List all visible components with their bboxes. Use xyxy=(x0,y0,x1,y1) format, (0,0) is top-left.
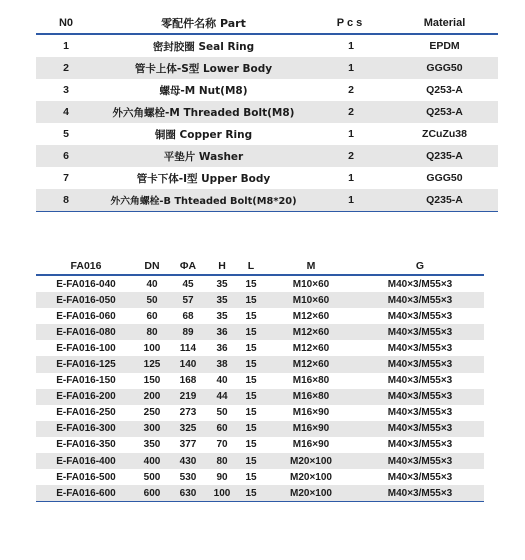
header-l: L xyxy=(247,260,255,272)
part-material: Q235-A xyxy=(426,150,463,162)
dim-phi-a: 114 xyxy=(179,342,197,354)
dim-model: E-FA016-050 xyxy=(56,294,116,306)
dim-h: 100 xyxy=(213,487,231,499)
part-name: 密封胶圈 Seal Ring xyxy=(152,40,255,53)
part-material: Q253-A xyxy=(426,106,463,118)
part-name: 平垫片 Washer xyxy=(163,150,244,163)
part-material: EPDM xyxy=(429,40,460,52)
dim-g: M40×3/M55×3 xyxy=(387,487,453,499)
parts-row xyxy=(36,145,498,167)
dims-row xyxy=(36,389,484,405)
dim-phi-a: 430 xyxy=(179,455,197,467)
dim-h: 70 xyxy=(216,439,228,451)
dim-g: M40×3/M55×3 xyxy=(387,439,453,451)
part-name: 螺母-M Nut(M8) xyxy=(159,84,248,97)
parts-row xyxy=(36,101,498,123)
header-dn: DN xyxy=(144,260,160,272)
dims-row xyxy=(36,356,484,372)
dim-dn: 100 xyxy=(143,342,161,354)
dim-l: 15 xyxy=(245,294,257,306)
dim-l: 15 xyxy=(245,310,257,322)
dim-m: M16×90 xyxy=(292,407,330,419)
part-no: 2 xyxy=(63,62,69,74)
part-no: 5 xyxy=(63,128,69,140)
dim-g: M40×3/M55×3 xyxy=(387,294,453,306)
dim-h: 38 xyxy=(216,359,228,371)
dim-l: 15 xyxy=(245,391,257,403)
part-pcs: 1 xyxy=(348,40,354,52)
dim-l: 15 xyxy=(245,359,257,371)
dim-h: 36 xyxy=(216,326,228,338)
dim-m: M12×60 xyxy=(292,342,330,354)
dims-table-header xyxy=(36,258,484,276)
dims-row xyxy=(36,437,484,453)
dim-h: 35 xyxy=(216,294,228,306)
dims-bottom-rule xyxy=(36,501,484,502)
dim-phi-a: 168 xyxy=(179,375,197,387)
part-name: 外六角螺栓-B Thteaded Bolt(M8*20) xyxy=(110,196,297,207)
dim-model: E-FA016-100 xyxy=(56,342,116,354)
dim-m: M16×80 xyxy=(292,375,330,387)
header-g: G xyxy=(415,260,425,272)
dim-h: 35 xyxy=(216,278,228,290)
header-material: Material xyxy=(423,17,466,29)
dim-h: 80 xyxy=(216,455,228,467)
dim-g: M40×3/M55×3 xyxy=(387,423,453,435)
dim-model: E-FA016-300 xyxy=(56,423,116,435)
parts-row xyxy=(36,79,498,101)
header-phi-a: ΦA xyxy=(179,260,197,272)
parts-table-header xyxy=(36,13,498,35)
part-no: 4 xyxy=(63,106,69,118)
dim-dn: 250 xyxy=(143,407,161,419)
dim-phi-a: 68 xyxy=(182,310,194,322)
dim-l: 15 xyxy=(245,326,257,338)
dim-l: 15 xyxy=(245,278,257,290)
dim-dn: 600 xyxy=(143,487,161,499)
parts-table xyxy=(36,13,498,212)
dim-l: 15 xyxy=(245,375,257,387)
dim-h: 40 xyxy=(216,375,228,387)
dim-model: E-FA016-500 xyxy=(56,471,116,483)
dim-dn: 50 xyxy=(146,294,158,306)
dim-l: 15 xyxy=(245,342,257,354)
dim-model: E-FA016-125 xyxy=(56,359,116,371)
dims-table-body xyxy=(36,276,484,501)
dim-phi-a: 219 xyxy=(179,391,197,403)
dim-g: M40×3/M55×3 xyxy=(387,391,453,403)
dim-h: 50 xyxy=(216,407,228,419)
part-material: ZCuZu38 xyxy=(422,128,467,140)
part-material: GGG50 xyxy=(426,172,463,184)
part-pcs: 1 xyxy=(348,194,354,206)
dim-g: M40×3/M55×3 xyxy=(387,455,453,467)
dims-row xyxy=(36,276,484,292)
dim-l: 15 xyxy=(245,455,257,467)
dim-model: E-FA016-080 xyxy=(56,326,116,338)
dim-model: E-FA016-040 xyxy=(56,278,116,290)
dim-g: M40×3/M55×3 xyxy=(387,407,453,419)
dims-row xyxy=(36,485,484,501)
part-no: 7 xyxy=(63,172,69,184)
dims-row xyxy=(36,421,484,437)
dim-g: M40×3/M55×3 xyxy=(387,359,453,371)
part-name: 管卡上体-S型 Lower Body xyxy=(134,62,273,75)
dim-l: 15 xyxy=(245,423,257,435)
dim-l: 15 xyxy=(245,471,257,483)
dim-dn: 300 xyxy=(143,423,161,435)
dim-model: E-FA016-060 xyxy=(56,310,116,322)
dim-dn: 350 xyxy=(143,439,161,451)
dim-g: M40×3/M55×3 xyxy=(387,342,453,354)
dim-dn: 80 xyxy=(146,326,158,338)
dims-row xyxy=(36,469,484,485)
dim-g: M40×3/M55×3 xyxy=(387,375,453,387)
header-pcs: Pcs xyxy=(336,17,366,29)
dim-h: 36 xyxy=(216,342,228,354)
dim-dn: 500 xyxy=(143,471,161,483)
header-no: N0 xyxy=(58,17,74,29)
dim-dn: 150 xyxy=(143,375,161,387)
parts-row xyxy=(36,57,498,79)
part-pcs: 1 xyxy=(348,62,354,74)
part-no: 1 xyxy=(63,40,69,52)
part-name: 外六角螺栓-M Threaded Bolt(M8) xyxy=(112,106,295,119)
dim-l: 15 xyxy=(245,487,257,499)
parts-bottom-rule xyxy=(36,211,498,212)
dim-m: M10×60 xyxy=(292,278,330,290)
dim-g: M40×3/M55×3 xyxy=(387,278,453,290)
dim-phi-a: 630 xyxy=(179,487,197,499)
dim-model: E-FA016-200 xyxy=(56,391,116,403)
parts-row xyxy=(36,123,498,145)
dim-m: M20×100 xyxy=(290,487,332,499)
header-model: FA016 xyxy=(70,260,102,272)
parts-row xyxy=(36,189,498,211)
part-material: Q253-A xyxy=(426,84,463,96)
dim-m: M12×60 xyxy=(292,359,330,371)
dim-dn: 400 xyxy=(143,455,161,467)
header-h: H xyxy=(218,260,226,272)
dim-model: E-FA016-150 xyxy=(56,375,116,387)
part-no: 3 xyxy=(63,84,69,96)
part-pcs: 2 xyxy=(348,106,354,118)
dim-m: M20×100 xyxy=(290,471,332,483)
dim-model: E-FA016-250 xyxy=(56,407,116,419)
dim-phi-a: 325 xyxy=(179,423,197,435)
dimensions-table xyxy=(36,258,484,502)
part-material: GGG50 xyxy=(426,62,463,74)
part-pcs: 1 xyxy=(348,172,354,184)
dims-row xyxy=(36,453,484,469)
part-no: 8 xyxy=(63,194,69,206)
part-name: 铜圈 Copper Ring xyxy=(154,128,253,141)
dims-row xyxy=(36,324,484,340)
dim-m: M16×90 xyxy=(292,423,330,435)
parts-row xyxy=(36,167,498,189)
dims-row xyxy=(36,292,484,308)
dim-h: 60 xyxy=(216,423,228,435)
dim-phi-a: 89 xyxy=(182,326,194,338)
dim-model: E-FA016-350 xyxy=(56,439,116,451)
dim-h: 35 xyxy=(216,310,228,322)
header-part: 零配件名称 Part xyxy=(161,17,246,30)
dim-g: M40×3/M55×3 xyxy=(387,326,453,338)
dim-m: M10×60 xyxy=(292,294,330,306)
dim-model: E-FA016-400 xyxy=(56,455,116,467)
dim-phi-a: 377 xyxy=(179,439,197,451)
dim-phi-a: 530 xyxy=(179,471,197,483)
header-m: M xyxy=(306,260,316,272)
part-no: 6 xyxy=(63,150,69,162)
dim-h: 90 xyxy=(216,471,228,483)
dim-phi-a: 273 xyxy=(179,407,197,419)
part-pcs: 2 xyxy=(348,84,354,96)
dim-m: M16×90 xyxy=(292,439,330,451)
dim-m: M16×80 xyxy=(292,391,330,403)
dim-phi-a: 57 xyxy=(182,294,194,306)
dim-g: M40×3/M55×3 xyxy=(387,471,453,483)
dim-model: E-FA016-600 xyxy=(56,487,116,499)
dims-row xyxy=(36,405,484,421)
dims-row xyxy=(36,373,484,389)
dim-m: M12×60 xyxy=(292,326,330,338)
dim-phi-a: 45 xyxy=(182,278,194,290)
dim-m: M20×100 xyxy=(290,455,332,467)
dim-l: 15 xyxy=(245,439,257,451)
part-material: Q235-A xyxy=(426,194,463,206)
dims-row xyxy=(36,308,484,324)
dims-row xyxy=(36,340,484,356)
part-pcs: 1 xyxy=(348,128,354,140)
part-name: 管卡下体-I型 Upper Body xyxy=(136,172,271,185)
dim-g: M40×3/M55×3 xyxy=(387,310,453,322)
dim-dn: 60 xyxy=(146,310,158,322)
part-pcs: 2 xyxy=(348,150,354,162)
dim-l: 15 xyxy=(245,407,257,419)
dim-h: 44 xyxy=(216,391,228,403)
dim-dn: 200 xyxy=(143,391,161,403)
parts-row xyxy=(36,35,498,57)
dim-dn: 40 xyxy=(146,278,158,290)
dim-dn: 125 xyxy=(143,359,161,371)
dim-m: M12×60 xyxy=(292,310,330,322)
dim-phi-a: 140 xyxy=(179,359,197,371)
